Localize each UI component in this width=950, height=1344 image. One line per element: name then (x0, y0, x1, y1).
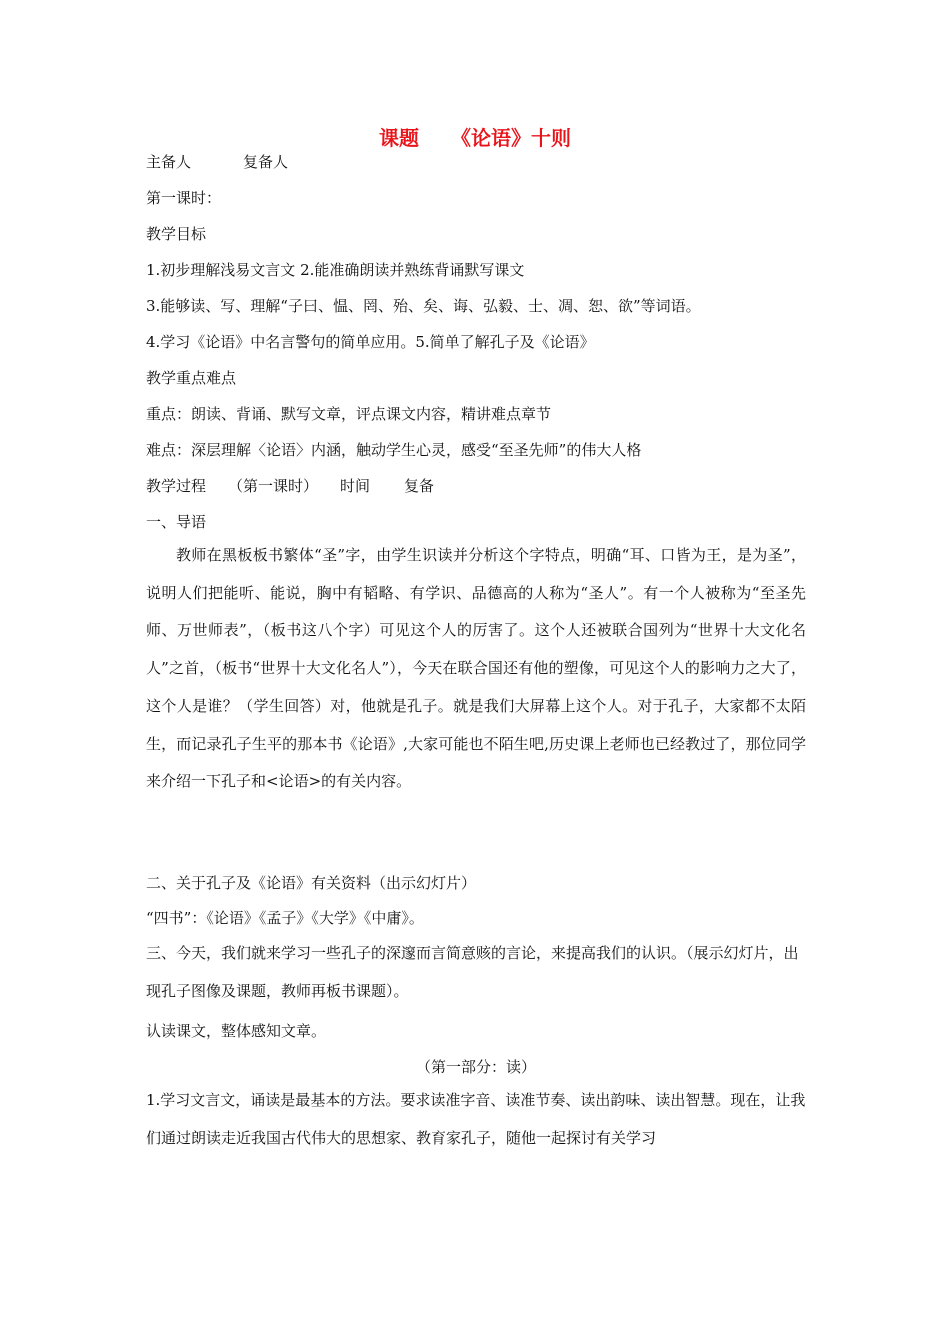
goal-3: 3.能够读、写、理解“子曰、愠、罔、殆、矣、诲、弘毅、士、凋、恕、欲”等词语。 (146, 297, 701, 315)
goal-1-2: 1.初步理解浅易文言文 2.能准确朗读并熟练背诵默写课文 (146, 261, 525, 279)
title-name: 《论语》十则 (451, 126, 571, 150)
difficulty: 难点：深层理解〈论语〉内涵，触动学生心灵，感受“至圣先师”的伟大人格 (146, 441, 642, 459)
section-2-heading: 二、关于孔子及《论语》有关资料（出示幻灯片） (146, 874, 477, 892)
reading-paragraph: 1.学习文言文，诵读是最基本的方法。要求读准字音、读准节奏、读出韵味、读出智慧。现在，让我们通过朗读走近我国古代伟大的思想家、教育家孔子，随他一起探讨有关学习 (146, 1091, 806, 1147)
intro-paragraph: 教师在黑板板书繁体“圣”字，由学生识读并分析这个字特点，明确“耳、口皆为王，是为圣”，说明人们把能听、能说，胸中有韬略、有学识、品德高的人称为“圣人”。有一个人被称为“至圣先师、万世师表”，（板书这八个字）可见这个人的厉害了。这个人还被联合国列为“世界十大文化名人”之首，（板书“世界十大文化名人”），今天在联合国还有他的塑像，可见这个人的影响力之大了，这个人是谁？（学生回答）对，他就是孔子。就是我们大屏幕上这个人。对于孔子，大家都不太陌生，而记录孔子生平的那本书《论语》,大家可能也不陌生吧,历史课上老师也已经教过了，那位同学来介绍一下孔子和<论语>的有关内容。 (146, 546, 806, 791)
process-lesson: （第一课时） (228, 477, 319, 495)
preparer-label: 主备人 (146, 153, 192, 171)
four-books: “四书”：《论语》《孟子》《大学》《中庸》。 (146, 909, 424, 927)
read-text-line: 认读课文，整体感知文章。 (146, 1022, 327, 1040)
process-label: 教学过程 (146, 477, 207, 495)
section-3-paragraph: 三、今天，我们就来学习一些孔子的深邃而言简意赅的言论，来提高我们的认识。（展示幻灯片，出现孔子图像及课题，教师再板书课题）。 (146, 944, 799, 1000)
part-1-heading: （第一部分：读） (415, 1058, 536, 1076)
process-review: 复备 (404, 477, 435, 495)
reviewer-label: 复备人 (243, 153, 289, 171)
page-title (0, 122, 950, 151)
goals-heading: 教学目标 (146, 225, 207, 243)
key-heading: 教学重点难点 (146, 369, 237, 387)
key-point: 重点：朗读、背诵、默写文章，评点课文内容，精讲难点章节 (146, 405, 552, 423)
process-line (146, 476, 806, 496)
preparer-line (146, 152, 806, 172)
lesson-line: 第一课时： (146, 189, 222, 207)
section-1-heading: 一、导语 (146, 513, 207, 531)
goal-4-5: 4.学习《论语》中名言警句的简单应用。5.简单了解孔子及《论语》 (146, 333, 595, 351)
title-label: 课题 (379, 126, 419, 150)
process-time: 时间 (340, 477, 371, 495)
